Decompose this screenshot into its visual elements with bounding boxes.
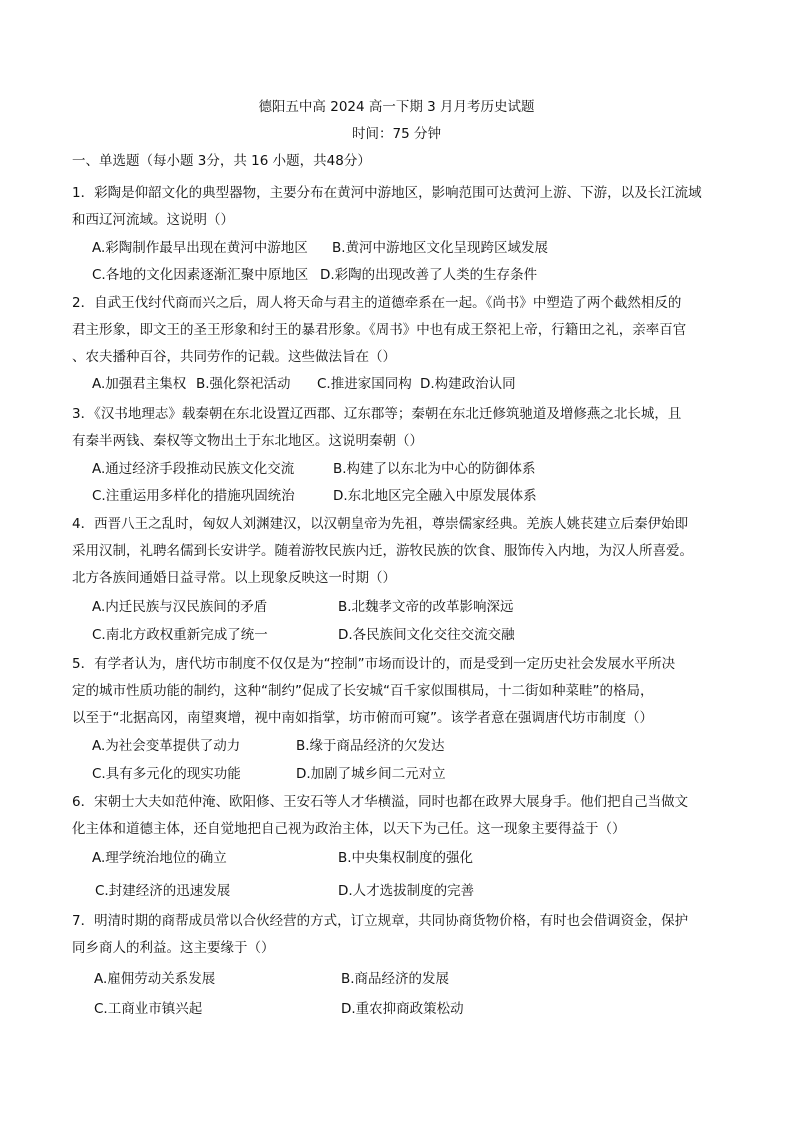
q7-option-a[interactable]: A.雇佣劳动关系发展 (94, 971, 216, 987)
q5-option-a[interactable]: A.为社会变革提供了动力 (92, 738, 241, 754)
q3-option-a[interactable]: A.通过经济手段推动民族文化交流 (92, 461, 295, 477)
stem-line: 5．有学者认为，唐代坊市制度不仅仅是为“控制”市场而设计的，而是受到一定历史社会发展水平所决 (72, 656, 676, 672)
q4-option-b[interactable]: B.北魏孝文帝的改革影响深远 (338, 599, 514, 615)
question-5-stem (72, 651, 722, 732)
q6-option-c[interactable]: C.封建经济的迅速发展 (95, 883, 231, 899)
stem-line: 北方各族间通婚日益寻常。以上现象反映这一时期（） (72, 570, 396, 586)
q4-option-c[interactable]: C.南北方政权重新完成了统一 (92, 627, 268, 643)
stem-line: 以至于“北据高冈，南望爽增，视中南如指掌，坊市俯而可窥”。该学者意在强调唐代坊市制度（） (72, 710, 653, 726)
stem-line: 同乡商人的利益。这主要缘于（） (72, 940, 275, 956)
q6-option-d[interactable]: D.人才选拔制度的完善 (338, 883, 475, 899)
stem-line: 和西辽河流域。这说明（） (72, 212, 234, 228)
q6-option-a[interactable]: A.理学统治地位的确立 (92, 850, 227, 866)
q1-option-a[interactable]: A.彩陶制作最早出现在黄河中游地区 (92, 240, 308, 256)
q7-option-b[interactable]: B.商品经济的发展 (341, 971, 450, 987)
stem-line: 4．西晋八王之乱时，匈奴人刘渊建汉，以汉朝皇帝为先祖，尊崇儒家经典。羌族人姚苌建立后秦伊始即 (72, 516, 689, 532)
question-4-stem (72, 511, 722, 592)
question-2-stem (72, 290, 722, 371)
section-heading: 一、单选题（每小题 3分，共 16 小题，共48分） (72, 153, 371, 169)
q3-option-c[interactable]: C.注重运用多样化的措施巩固统治 (92, 488, 295, 504)
stem-line: 3．《汉书地理志》载秦朝在东北设置辽西郡、辽东郡等；秦朝在东北迁修筑驰道及增修燕之北长城，且 (72, 406, 682, 422)
stem-line: 、农夫播种百谷，共同劳作的记载。这些做法旨在（） (72, 349, 396, 365)
stem-line: 君主形象，即文王的圣王形象和纣王的暴君形象。《周书》中也有成王祭祀上帝，行籍田之礼，亲率百官 (72, 322, 687, 338)
stem-line: 2．自武王伐纣代商而兴之后，周人将天命与君主的道德牵系在一起。《尚书》中塑造了两个截然相反的 (72, 295, 682, 311)
q1-option-c[interactable]: C.各地的文化因素逐渐汇聚中原地区 (92, 267, 309, 283)
stem-line: 有秦半两钱、秦权等文物出土于东北地区。这说明秦朝（） (72, 433, 423, 449)
q7-option-c[interactable]: C.工商业市镇兴起 (94, 1001, 203, 1017)
q5-option-d[interactable]: D.加剧了城乡间二元对立 (296, 766, 446, 782)
q1-option-d[interactable]: D.彩陶的出现改善了人类的生存条件 (320, 267, 538, 283)
question-1-stem (72, 180, 722, 234)
exam-title: 德阳五中高 2024 高一下期 3 月月考历史试题 (258, 99, 535, 115)
q2-option-c[interactable]: C.推进家国同构 (317, 376, 412, 392)
question-3-stem (72, 401, 722, 455)
q2-option-b[interactable]: B.强化祭祀活动 (196, 376, 291, 392)
stem-line: 6．宋朝士大夫如范仲淹、欧阳修、王安石等人才华横溢，同时也都在政界大展身手。他们把自己当做文 (72, 794, 689, 810)
question-6-stem (72, 789, 722, 843)
q3-option-b[interactable]: B.构建了以东北为中心的防御体系 (333, 461, 536, 477)
q1-option-b[interactable]: B.黄河中游地区文化呈现跨区域发展 (332, 240, 549, 256)
stem-line: 采用汉制，礼聘名儒到长安讲学。随着游牧民族内迁，游牧民族的饮食、服饰传入内地，为汉人所喜爱。 (72, 543, 693, 559)
q4-option-d[interactable]: D.各民族间文化交往交流交融 (338, 627, 515, 643)
stem-line: 1．彩陶是仰韶文化的典型器物，主要分布在黄河中游地区，影响范围可达黄河上游、下游，以及长江流域 (72, 185, 702, 201)
exam-time: 时间：75 分钟 (352, 126, 441, 142)
q2-option-a[interactable]: A.加强君主集权 (92, 376, 187, 392)
stem-line: 7．明清时期的商帮成员常以合伙经营的方式，订立规章，共同协商货物价格，有时也会借调资金，保护 (72, 913, 689, 929)
q6-option-b[interactable]: B.中央集权制度的强化 (338, 850, 474, 866)
q2-option-d[interactable]: D.构建政治认同 (420, 376, 516, 392)
q5-option-c[interactable]: C.具有多元化的现实功能 (92, 766, 241, 782)
q4-option-a[interactable]: A.内迁民族与汉民族间的矛盾 (92, 599, 268, 615)
q3-option-d[interactable]: D.东北地区完全融入中原发展体系 (333, 488, 537, 504)
q7-option-d[interactable]: D.重农抑商政策松动 (341, 1001, 464, 1017)
q5-option-b[interactable]: B.缘于商品经济的欠发达 (296, 738, 445, 754)
stem-line: 定的城市性质功能的制约，这种“制约”促成了长安城“百千家似围棋局，十二街如种菜畦”的格局， (72, 683, 654, 699)
question-7-stem (72, 908, 722, 962)
stem-line: 化主体和道德主体，还自觉地把自己视为政治主体，以天下为己任。这一现象主要得益于（） (72, 821, 626, 837)
